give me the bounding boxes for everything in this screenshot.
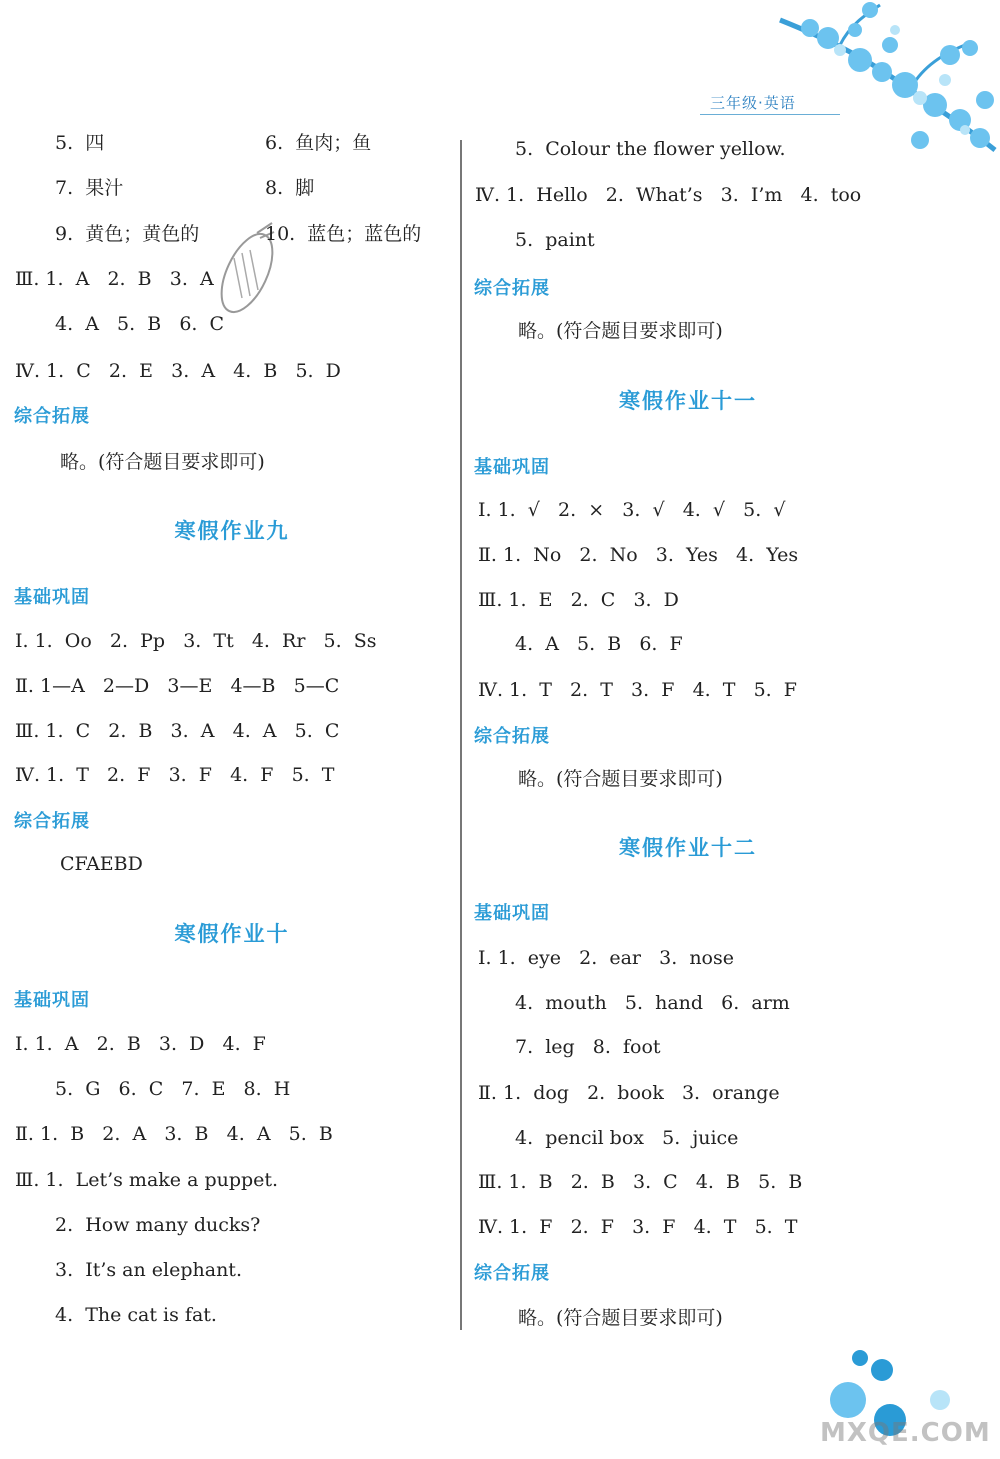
answer-line [15,628,377,654]
answer-text: 2. How many ducks? [55,1214,261,1236]
section-heading: 基础巩固 [474,457,550,478]
answer-line [265,175,314,201]
answer-text: 略。(符合题目要求即可) [518,768,723,790]
answer-line [475,182,861,208]
answer-line [15,718,339,744]
answer-line [478,542,798,568]
answer-text: 8. 脚 [265,177,315,199]
header-rule [700,114,840,115]
answer-text: 5. 四 [55,132,105,154]
assignment-title: 寒假作业九 [174,519,290,543]
answer-line [55,1212,260,1238]
answer-text: 4. mouth 5. hand 6. arm [515,992,790,1014]
answer-text: 9. 黄色；黄色的 [55,223,200,245]
answer-line [55,221,199,247]
answer-line [55,175,123,201]
assignment-title: 寒假作业十二 [619,836,757,860]
answer-text: 3. It’s an elephant. [55,1259,242,1281]
answer-line [478,945,734,971]
answer-text: 6. 鱼肉；鱼 [265,132,372,154]
answer-text: Ⅳ. 1. C 2. E 3. A 4. B 5. D [15,360,341,382]
answer-text: CFAEBD [60,853,143,875]
answer-line [15,266,214,292]
answer-text: 5. G 6. C 7. E 8. H [55,1078,291,1100]
answer-text: Ⅳ. 1. T 2. T 3. F 4. T 5. F [478,679,797,701]
answer-text: Ⅰ. 1. Oo 2. Pp 3. Tt 4. Rr 5. Ss [15,630,377,652]
answer-line [515,631,683,657]
answer-text: 4. A 5. B 6. C [55,313,225,335]
answer-text: 略。(符合题目要求即可) [60,451,265,473]
answer-line [478,497,785,523]
answer-line [515,136,786,162]
answer-line [55,130,104,156]
section-heading: 综合拓展 [474,1263,550,1284]
answer-text: Ⅲ. 1. E 2. C 3. D [478,589,679,611]
answer-text: 7. 果汁 [55,177,124,199]
answer-text: 10. 蓝色；蓝色的 [265,223,422,245]
answer-text: Ⅱ. 1. B 2. A 3. B 4. A 5. B [15,1123,333,1145]
answer-line [515,1034,661,1060]
answer-line [518,1305,723,1331]
answer-line [265,130,371,156]
answer-text: Ⅰ. 1. A 2. B 3. D 4. F [15,1033,266,1055]
answer-line [478,677,797,703]
answer-line [15,1167,278,1193]
answer-text: Ⅱ. 1—A 2—D 3—E 4—B 5—C [15,675,340,697]
answer-text: Ⅱ. 1. No 2. No 3. Yes 4. Yes [478,544,799,566]
answer-line [15,1121,333,1147]
answer-text: 4. The cat is fat. [55,1304,217,1326]
answer-text: 4. A 5. B 6. F [515,633,683,655]
grade-subject-label: 三年级·英语 [710,94,796,112]
answer-line [55,311,224,337]
answer-text: Ⅲ. 1. Let’s make a puppet. [15,1169,279,1191]
answer-text: Ⅲ. 1. C 2. B 3. A 4. A 5. C [15,720,340,742]
section-heading: 基础巩固 [14,990,90,1011]
answer-text: Ⅳ. 1. Hello 2. What’s 3. I’m 4. too [475,184,862,206]
answer-text: 7. leg 8. foot [515,1036,661,1058]
answer-text: 5. Colour the flower yellow. [515,138,786,160]
section-heading: 基础巩固 [14,587,90,608]
section-heading: 综合拓展 [474,278,550,299]
answer-line [60,851,143,877]
answer-text: 略。(符合题目要求即可) [518,320,723,342]
answer-line [55,1076,290,1102]
column-divider [460,140,462,1330]
answer-text: Ⅱ. 1. dog 2. book 3. orange [478,1082,780,1104]
section-heading: 综合拓展 [474,726,550,747]
answer-text: Ⅲ. 1. A 2. B 3. A [15,268,214,290]
answer-text: 4. pencil box 5. juice [515,1127,739,1149]
section-heading: 综合拓展 [14,811,90,832]
answer-line [15,1031,266,1057]
answer-text: Ⅳ. 1. T 2. F 3. F 4. F 5. T [15,764,335,786]
answer-line [15,673,339,699]
assignment-title: 寒假作业十 [174,922,290,946]
answer-line [55,1257,242,1283]
answer-line [15,762,334,788]
answer-line [55,1302,217,1328]
assignment-title: 寒假作业十一 [619,389,757,413]
answer-text: Ⅲ. 1. B 2. B 3. C 4. B 5. B [478,1171,803,1193]
blossom-branch-decoration [770,0,1000,180]
answer-line [15,358,341,384]
answer-text: 5. paint [515,229,595,251]
answer-line [478,1214,797,1240]
answer-text: Ⅰ. 1. √ 2. × 3. √ 4. √ 5. √ [478,499,786,521]
answer-line [515,1125,738,1151]
section-heading: 基础巩固 [474,903,550,924]
answer-line [518,318,723,344]
answer-line [478,1169,802,1195]
answer-text: 略。(符合题目要求即可) [518,1307,723,1329]
answer-line [515,227,595,253]
answer-line [478,587,679,613]
answer-line [60,449,265,475]
answer-line [265,221,421,247]
answer-line [518,766,723,792]
section-heading: 综合拓展 [14,406,90,427]
answer-line [515,990,790,1016]
answer-text: Ⅰ. 1. eye 2. ear 3. nose [478,947,734,969]
answer-text: Ⅳ. 1. F 2. F 3. F 4. T 5. T [478,1216,798,1238]
answer-line [478,1080,780,1106]
watermark-text: MXQE.COM [820,1418,991,1448]
